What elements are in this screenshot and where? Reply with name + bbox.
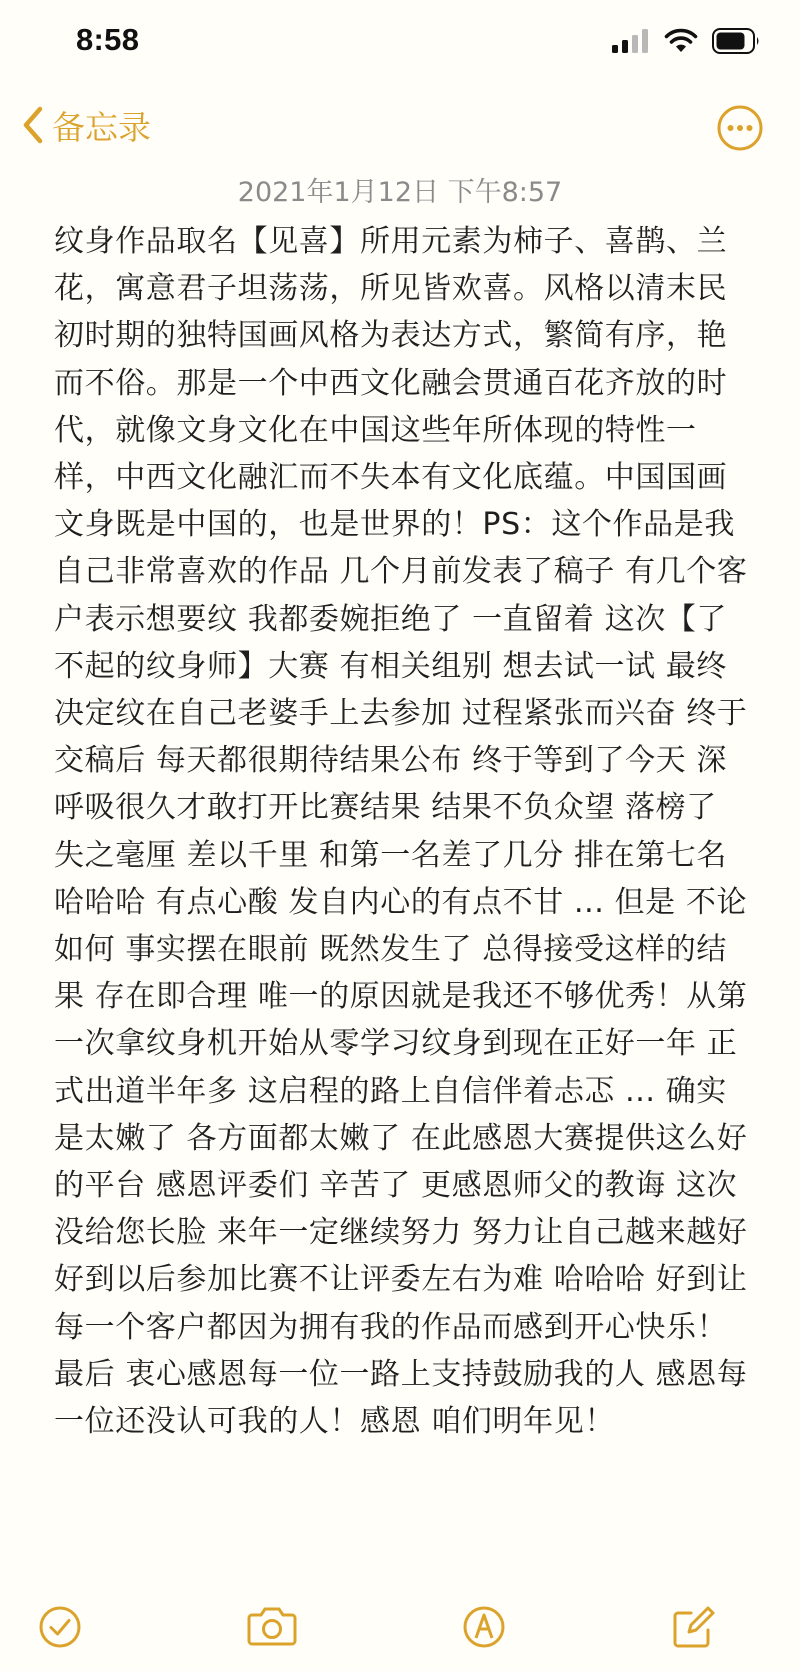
checklist-button[interactable]	[38, 1605, 90, 1657]
markup-button[interactable]	[462, 1605, 514, 1657]
wifi-icon	[664, 28, 698, 58]
status-bar	[0, 0, 800, 90]
ellipsis-circle-icon	[716, 137, 764, 156]
bottom-toolbar	[0, 1605, 800, 1665]
more-options-button[interactable]	[716, 104, 764, 152]
status-time: 8:58	[76, 22, 140, 57]
camera-button[interactable]	[246, 1605, 300, 1657]
compose-icon	[670, 1605, 722, 1651]
note-date: 2021年1月12日 下午8:57	[237, 177, 563, 208]
camera-icon	[246, 1605, 300, 1647]
status-icons	[612, 28, 760, 58]
back-label: 备忘录	[52, 107, 151, 147]
battery-icon	[712, 28, 760, 58]
checklist-icon	[38, 1605, 90, 1649]
cellular-signal-icon	[612, 29, 650, 57]
chevron-left-icon	[22, 106, 44, 148]
nav-bar	[0, 100, 800, 160]
compose-button[interactable]	[670, 1605, 722, 1657]
markup-pen-icon	[462, 1605, 514, 1649]
back-button[interactable]	[22, 106, 151, 148]
note-body-text[interactable]: 纹身作品取名【见喜】所用元素为柿子、喜鹊、兰花，寓意君子坦荡荡，所见皆欢喜。风格以清末民初时期的独特国画风格为表达方式，繁简有序，艳而不俗。那是一个中西文化融会贯通百花齐放的时代，就像文身文化在中国这些年所体现的特性一样，中西文化融汇而不失本有文化底蕴。中国国画文身既是中国的，也是世界的！PS：这个作品是我自己非常喜欢的作品 几个月前发表了稿子 有几个客户表示想要纹 我都委婉拒绝了 一直留着 这次【了不起的纹身师】大赛 有相关组别 想去试一试 最终决定纹在自己老婆手上去参加 过程紧张而兴奋 终于交稿后 每天都很期待结果公布 终于等到了今天 深呼吸很久才敢打开比赛结果 结果不负众望 落榜了 失之毫厘 差以千里 和第一名差了几分 排在第七名 哈哈哈 有点心酸 发自内心的有点不甘 ... 但是 不论如何 事实摆在眼前 既然发生了 总得接受这样的结果 存在即合理 唯一的原因就是我还不够优秀！从第一次拿纹身机开始从零学习纹身到现在正好一年 正式出道半年多 这启程的路上自信伴着忐忑 ... 确实是太嫩了 各方面都太嫩了 在此感恩大赛提供这么好的平台 感恩评委们 辛苦了 更感恩师父的教诲 这次没给您长脸 来年一定继续努力 努力让自己越来越好 好到以后参加比赛不让评委左右为难 哈哈哈 好到让每一个客户都因为拥有我的作品而感到开心快乐！ 最后 衷心感恩每一位一路上支持鼓励我的人 感恩每一位还没认可我的人！感恩 咱们明年见！	[54, 224, 748, 1440]
